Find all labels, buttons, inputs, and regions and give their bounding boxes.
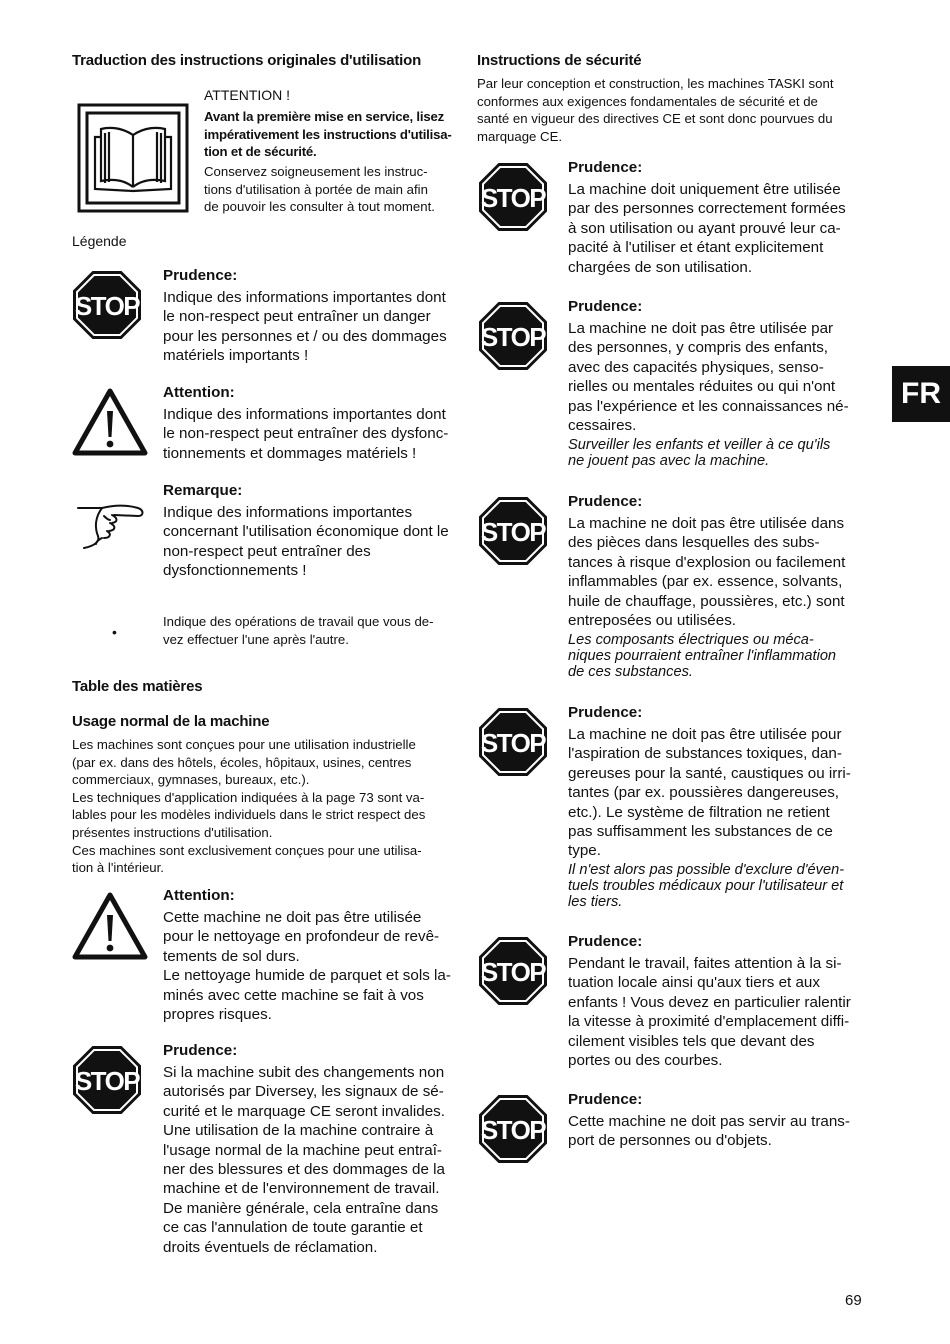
language-tab-fr: FR [892,366,950,422]
toc-heading: Table des matières [72,678,203,695]
svg-text:STOP: STOP [480,728,546,758]
svg-text:STOP: STOP [480,183,546,213]
svg-text:STOP: STOP [74,1066,140,1096]
warning-triangle-icon [72,891,148,961]
safety-item-label: Prudence: [568,493,643,510]
usage-heading: Usage normal de la machine [72,713,270,730]
safety-item-label: Prudence: [568,298,643,315]
safety-item-label: Prudence: [568,704,643,721]
safety-item-text: La machine ne doit pas être utilisée pour l'aspiration de substances toxiques, dan- gereuses pour la santé, caustiques ou irri- tantes (par ex. poussières dangereuses, etc.). Le système de filtration ne retient pas suffisamment les substances de ce type. [568,726,851,860]
legend-attention-label: Attention: [163,384,235,401]
legend-attention-text: Indique des informations importantes dont le non-respect peut entraîner des dysfonc- tionnements et dommages matériels ! [163,406,449,462]
usage-text: Les machines sont conçues pour une utilisation industrielle (par ex. dans des hôtels, écoles, hôpitaux, usines, centres commerciaux, gymnases, bureaux, etc.). Les techniques d'application indiquées à la page 73 sont va- lables pour les modèles individuels dans le strict respect des présentes instructions d'utilisation. Ces machines sont exclusivement conçues pour une utilisa- tion à l'intérieur. [72,737,426,876]
safety-item-label: Prudence: [568,159,643,176]
svg-text:STOP: STOP [74,291,140,321]
legend-prudence-label: Prudence: [163,267,238,284]
legend-remarque-label: Remarque: [163,482,243,499]
safety-item-text: La machine ne doit pas être utilisée dans des pièces dans lesquelles des subs- tances à risque d'explosion ou facilement inflammables (par ex. essence, solvants, huile de chauffage, poussières, etc.) sont entreposées ou utilisées. [568,515,846,630]
safety-item-text: La machine doit uniquement être utilisée par des personnes correctement formées à son utilisation ou ayant prouvé leur ca- pacité à l'utiliser et étant explicitement chargées de son utilisation. [568,181,846,276]
usage-attention-label: Attention: [163,887,235,904]
stop-sign-icon [478,301,548,371]
usage-prudence-text: Si la machine subit des changements non autorisés par Diversey, les signaux de sé- curité et le marquage CE seront invalides. Une utilisation de la machine contraire à l'usage normal de la machine peut entraî- ner des blessures et des dommages de la machine et de l'environnement de travail. De manière générale, cela entraîne dans ce cas l'annulation de toute garantie et droits éventuels de réclamation. [163,1064,445,1256]
pointing-hand-icon [76,498,148,559]
stop-sign-icon [478,707,548,777]
attention-text: Conservez soigneusement les instruc- tions d'utilisation à portée de main afin de pouvoir les consulter à tout moment. [204,164,435,215]
safety-item-note: Il n'est alors pas possible d'exclure d'éven- tuels troubles médicaux pour l'utilisateur et les tiers. [568,862,845,910]
stop-sign-icon [478,496,548,566]
stop-sign-icon [72,1045,142,1115]
svg-text:STOP: STOP [480,517,546,547]
svg-text:STOP: STOP [480,1115,546,1145]
safety-item-text: Cette machine ne doit pas servir au trans- port de personnes ou d'objets. [568,1113,850,1150]
usage-prudence-label: Prudence: [163,1042,238,1059]
safety-item-label: Prudence: [568,933,643,950]
warning-triangle-icon [72,387,148,457]
usage-attention-text: Cette machine ne doit pas être utilisée pour le nettoyage en profondeur de revê- tements de sol durs. Le nettoyage humide de parquet et sols la- minés avec cette machine se fait à vos propres risques. [163,909,451,1024]
stop-sign-icon [72,270,142,340]
legend-prudence-text: Indique des informations importantes dont le non-respect peut entraîner un danger pour les personnes et / ou des dommages matériels importants ! [163,289,447,365]
svg-text:STOP: STOP [480,957,546,987]
attention-bold-text: Avant la première mise en service, lisez impérativement les instructions d'utilisa- tion et de sécurité. [204,109,452,160]
legend-label: Légende [72,233,127,249]
attention-title: ATTENTION ! [204,87,291,103]
bullet-symbol: • [112,624,117,640]
safety-heading: Instructions de sécurité [477,52,642,69]
book-manual-icon [77,103,189,218]
translation-heading: Traduction des instructions originales d'utilisation [72,52,422,69]
stop-sign-icon [478,1094,548,1164]
safety-intro: Par leur conception et construction, les machines TASKI sont conformes aux exigences fondamentales de sécurité et de santé en vigueur des directives CE et sont donc pourvues du marquage CE. [477,76,834,144]
bullet-legend-text: Indique des opérations de travail que vous de- vez effectuer l'une après l'autre. [163,614,434,647]
stop-sign-icon [478,936,548,1006]
safety-item-text: Pendant le travail, faites attention à la si- tuation locale ainsi qu'aux tiers et aux enfants ! Vous devez en particulier ralentir la vitesse à proximité d'emplacement diffi- cilement visibles tels que devant des portes ou des courbes. [568,955,851,1070]
safety-item-label: Prudence: [568,1091,643,1108]
page-number: 69 [845,1292,862,1309]
svg-text:STOP: STOP [480,322,546,352]
safety-item-note: Surveiller les enfants et veiller à ce qu'ils ne jouent pas avec la machine. [568,437,831,469]
legend-remarque-text: Indique des informations importantes concernant l'utilisation économique dont le non-respect peut entraîner des dysfonctionnements ! [163,504,449,580]
safety-item-note: Les composants électriques ou méca- niques pourraient entraîner l'inflammation de ces substances. [568,632,837,680]
safety-item-text: La machine ne doit pas être utilisée par des personnes, y compris des enfants, avec des capacités physiques, senso- rielles ou mentales réduites ou qui n'ont pas l'expérience et les connaissances né- cessaires. [568,320,849,435]
stop-sign-icon [478,162,548,232]
